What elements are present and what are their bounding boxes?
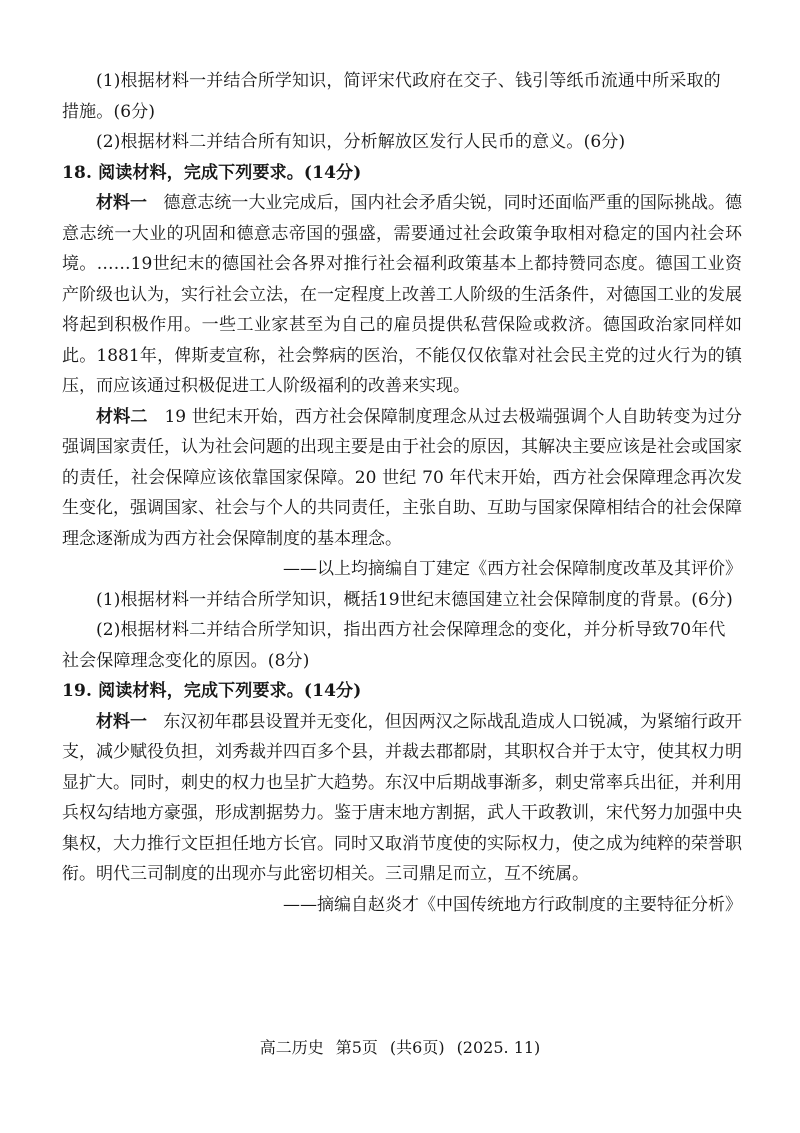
q18-source: ——以上均摘编自丁建定《西方社会保障制度改革及其评价》 xyxy=(283,559,742,579)
q18-sub1: (1)根据材料一并结合所学知识，概括19世纪末德国建立社会保障制度的背景。(6分) xyxy=(96,589,733,610)
q18-material-2-text: 19 世纪末开始，西方社会保障制度理念从过去极端强调个人自助转变为过分强调国家责任，认为社会问题的出现主要是由于社会的原因，其解决主要应该是社会或国家的责任，社会保障应该依靠国家保障。20 世纪 70 年代末开始，西方社会保障理念再次发生变化，强调国家、社会与个人的共同责任，主张自助、互助与国家保障相结合的社会保障理念逐渐成为西方社会保障制度的基本理念。 xyxy=(62,406,743,549)
exam-page xyxy=(62,66,742,920)
page-footer xyxy=(0,1036,800,1060)
q18-material-1 xyxy=(62,188,742,402)
q17-sub1-line1: (1)根据材料一并结合所学知识，简评宋代政府在交子、钱引等纸币流通中所采取的 xyxy=(96,71,721,91)
q18-sub2-line2: 社会保障理念变化的原因。(8分) xyxy=(62,650,310,671)
q18-material-1-text: 德意志统一大业完成后，国内社会矛盾尖锐，同时还面临严重的国际挑战。德意志统一大业的巩固和德意志帝国的强盛，需要通过社会政策争取相对稳定的国内社会环境。……19世纪末的德国社会各界对推行社会福利政策基本上都持赞同态度。德国工业资产阶级也认为，实行社会立法，在一定程度上改善工人阶级的生活条件，对德国工业的发展将起到积极作用。一些工业家甚至为自己的雇员提供私营保险或救济。德国政治家同样如此。1881年，俾斯麦宣称，社会弊病的医治，不能仅仅依靠对社会民主党的过火行为的镇压，而应该通过积极促进工人阶级福利的改善来实现。 xyxy=(62,193,743,396)
q17-sub2: (2)根据材料二并结合所有知识，分析解放区发行人民币的意义。(6分) xyxy=(96,132,626,152)
footer-page: 第5页 xyxy=(335,1038,378,1057)
footer-subject: 高二历史 xyxy=(259,1038,324,1057)
q19-header: 19. 阅读材料，完成下列要求。(14分) xyxy=(62,681,362,701)
q18-sub2-line1: (2)根据材料二并结合所学知识，指出西方社会保障理念的变化，并分析导致70年代 xyxy=(96,620,726,640)
q18-material-1-label: 材料一 xyxy=(96,193,148,213)
footer-total: (共6页) xyxy=(389,1038,445,1057)
q18-material-2-label: 材料二 xyxy=(96,406,148,427)
q19-material-1 xyxy=(62,707,742,890)
q18-material-2 xyxy=(62,402,742,555)
q18-header: 18. 阅读材料，完成下列要求。(14分) xyxy=(62,162,362,183)
q17-sub1-line2: 措施。(6分) xyxy=(62,101,156,122)
footer-date: (2025. 11) xyxy=(456,1038,541,1057)
q19-material-1-text: 东汉初年郡县设置并无变化，但因两汉之际战乱造成人口锐减，为紧缩行政开支，减少赋役负担，刘秀裁并四百多个县，并裁去郡都尉，其职权合并于太守，使其权力明显扩大。同时，刺史的权力也呈扩大趋势。东汉中后期战事渐多，刺史常率兵出征，并利用兵权勾结地方豪强，形成割据势力。鉴于唐末地方割据，武人干政教训，宋代努力加强中央集权，大力推行文臣担任地方长官。同时又取消节度使的实际权力，使之成为纯粹的荣誉职衔。明代三司制度的出现亦与此密切相关。三司鼎足而立，互不统属。 xyxy=(62,711,743,884)
q19-source: ——摘编自赵炎才《中国传统地方行政制度的主要特征分析》 xyxy=(283,894,742,915)
q19-material-1-label: 材料一 xyxy=(96,711,148,732)
